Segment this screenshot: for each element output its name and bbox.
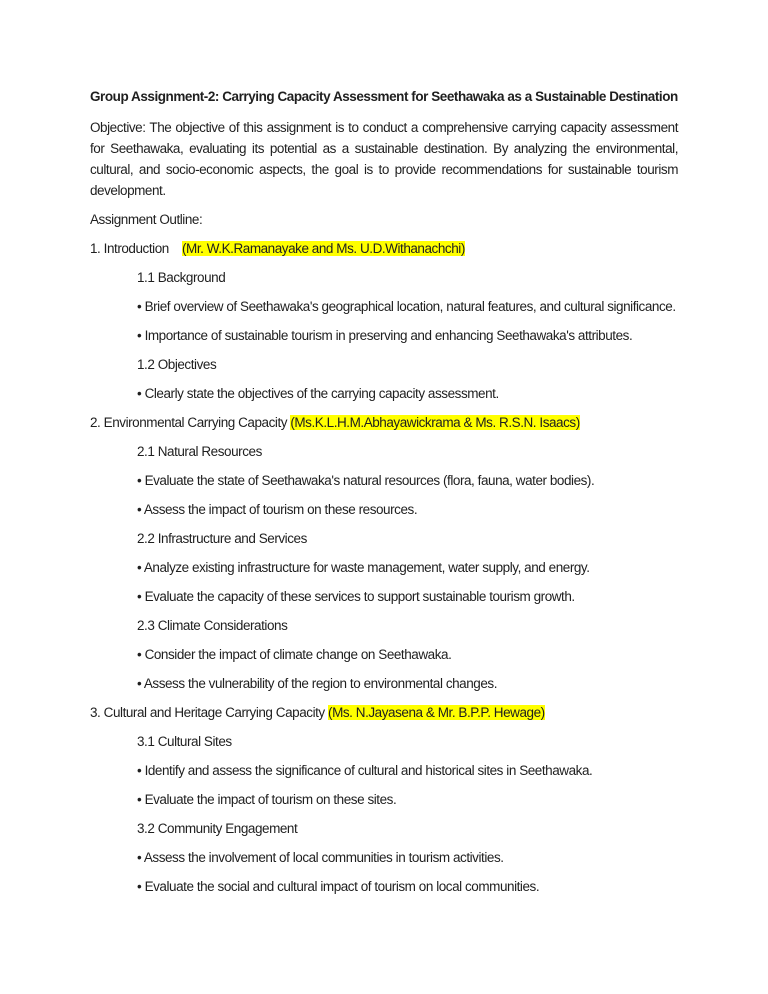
bullet-glyph: • [137,589,145,604]
outline-section-heading [90,238,678,259]
outline-sub-heading [90,354,678,375]
bullet-text: Evaluate the social and cultural impact of tourism on local communities. [144,879,540,894]
bullet-item [90,470,678,491]
highlighted-assignees: (Ms.K.L.H.M.Abhayawickrama & Ms. R.S.N. Isaacs) [290,415,580,430]
bullet-text: Analyze existing infrastructure for waste management, water supply, and energy. [143,560,590,575]
bullet-text: Identify and assess the significance of cultural and historical sites in Seethawaka. [144,763,593,778]
document-body [90,117,678,897]
outline-sub-heading [90,267,678,288]
outline-sub-heading [90,731,678,752]
bullet-text: Assess the impact of tourism on these resources. [143,502,418,517]
block-text: Assignment Outline: [90,212,203,227]
bullet-item [90,557,678,578]
bullet-glyph: • [137,879,145,894]
bullet-item [90,296,678,317]
bullet-glyph: • [137,850,144,865]
outline-sub-heading [90,615,678,636]
bullet-glyph: • [137,328,145,343]
bullet-item [90,673,678,694]
block-text: 2.2 Infrastructure and Services [137,531,307,546]
bullet-text: Assess the involvement of local communities in tourism activities. [143,850,504,865]
block-text: 2. Environmental Carrying Capacity [90,415,291,430]
highlighted-assignees: (Mr. W.K.Ramanayake and Ms. U.D.Withanachchi) [182,241,465,256]
bullet-text: Importance of sustainable tourism in preserving and enhancing Seethawaka's attributes. [144,328,633,343]
bullet-item [90,383,678,404]
paragraph [90,117,678,201]
block-text: Objective: The objective of this assignment is to conduct a comprehensive carrying capacity assessment for Seethawaka, evaluating its potential as a sustainable destination. By analyzing the environmental, cultural, and socio-economic aspects, the goal is to provide recommendations for sustainable tourism development. [90,120,678,198]
bullet-item [90,789,678,810]
bullet-glyph: • [137,299,145,314]
bullet-glyph: • [137,560,144,575]
document-title: Group Assignment-2: Carrying Capacity Assessment for Seethawaka as a Sustainable Destination [90,89,678,104]
bullet-item [90,325,678,346]
outline-section-heading [90,412,678,433]
bullet-item [90,499,678,520]
bullet-text: Consider the impact of climate change on Seethawaka. [144,647,452,662]
bullet-item [90,586,678,607]
bullet-glyph: • [137,647,145,662]
bullet-glyph: • [137,473,145,488]
bullet-text: Evaluate the impact of tourism on these sites. [144,792,397,807]
paragraph [90,209,678,230]
bullet-item [90,760,678,781]
outline-section-heading [90,702,678,723]
highlighted-assignees: (Ms. N.Jayasena & Mr. B.P.P. Hewage) [328,705,545,720]
bullet-text: Brief overview of Seethawaka's geographical location, natural features, and cultural significance. [144,299,676,314]
bullet-glyph: • [137,386,145,401]
bullet-text: Evaluate the capacity of these services to support sustainable tourism growth. [144,589,575,604]
bullet-item [90,644,678,665]
bullet-glyph: • [137,792,145,807]
bullet-glyph: • [137,763,145,778]
bullet-glyph: • [137,676,144,691]
outline-sub-heading [90,441,678,462]
outline-sub-heading [90,818,678,839]
block-text: 1. Introduction [90,241,183,256]
outline-sub-heading [90,528,678,549]
block-text: 3.1 Cultural Sites [137,734,232,749]
block-text: 2.1 Natural Resources [137,444,262,459]
bullet-text: Assess the vulnerability of the region to environmental changes. [143,676,498,691]
bullet-item [90,847,678,868]
bullet-item [90,876,678,897]
block-text: 1.1 Background [137,270,226,285]
block-text: 3. Cultural and Heritage Carrying Capacity [90,705,329,720]
bullet-glyph: • [137,502,144,517]
bullet-text: Clearly state the objectives of the carrying capacity assessment. [144,386,499,401]
block-text: 3.2 Community Engagement [137,821,298,836]
bullet-text: Evaluate the state of Seethawaka's natural resources (flora, fauna, water bodies). [144,473,595,488]
block-text: 2.3 Climate Considerations [137,618,288,633]
block-text: 1.2 Objectives [137,357,217,372]
